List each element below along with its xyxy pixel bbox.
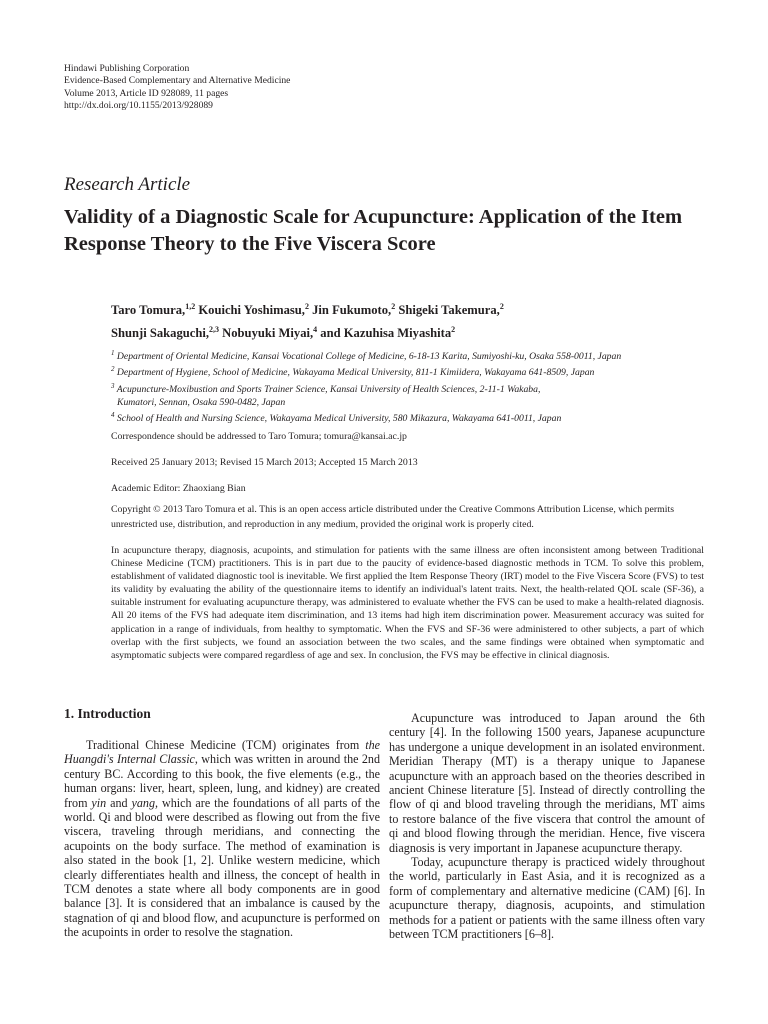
journal-header	[64, 63, 290, 113]
paragraph: Acupuncture was introduced to Japan around the 6th century [4]. In the following 1500 years, Japanese acupuncture has undergone a unique development in an isolated environment. Meridian Therapy (MT) is a therapy unique to Japanese acupuncture with an approach based on the theories described in ancient Chinese literature [5]. Instead of directly controlling the flow of qi and blood traveling through the meridians, MT aims to restore balance of the five viscera that control the amount of qi and blood flowing through the meridian. Hence, five viscera diagnosis is very important in Japanese acupuncture therapy.	[389, 711, 705, 855]
affiliation-item	[111, 380, 721, 396]
italic-run: the Huangdi's Internal Classic	[64, 738, 380, 767]
affiliation-sup: 3	[111, 381, 115, 390]
author-affil-sup: 2	[451, 325, 456, 335]
left-column	[64, 738, 380, 940]
text-run: and	[106, 795, 132, 810]
affiliation-text: Department of Hygiene, School of Medicine, Wakayama Medical University, 811-1 Kimiidera, Wakayama 641-8509, Japan	[114, 367, 595, 379]
author-affil-sup: 2,3	[209, 325, 220, 335]
text-run: , which was written in around the 2nd century BC. According to this book, the five elements (e.g., the human organs: liver, heart, spleen, lung, and kidney) are created from	[64, 752, 380, 810]
affiliation-sup: 2	[111, 365, 115, 374]
paragraph: Today, acupuncture therapy is practiced widely throughout the world, particularly in East Asia, and it is recognized as a form of complementary and alternative medicine (CAM) [6]. In acupuncture therapy, diagnosis, acupoints, and stimulation methods for a patient or patients with the same illness often vary between TCM practitioners [6–8].	[389, 855, 705, 942]
publisher-line: Hindawi Publishing Corporation	[64, 63, 190, 74]
author-affil-sup: 4	[313, 325, 318, 335]
italic-run: yin	[91, 795, 107, 810]
author-affil-sup: 1,2	[185, 302, 196, 311]
author-name: and Kazuhisa Miyashita	[317, 326, 452, 341]
text-run: Traditional Chinese Medicine (TCM) originates from	[86, 738, 366, 752]
journal-name: Evidence-Based Complementary and Alternative Medicine	[64, 75, 291, 87]
right-column	[389, 711, 705, 942]
affiliation-text: Acupuncture-Moxibustion and Sports Trainer Science, Kansai University of Health Sciences, 2-11-1 Wakaba,	[114, 383, 541, 395]
affiliation-item	[111, 396, 721, 409]
affiliation-item	[111, 363, 721, 379]
author-name: Taro Tomura,	[111, 303, 186, 318]
author-affil-sup: 2	[499, 302, 504, 311]
paragraph	[64, 738, 380, 940]
volume-line: Volume 2013, Article ID 928089, 11 pages	[64, 87, 229, 99]
author-affil-sup: 2	[391, 302, 396, 311]
author-list	[111, 297, 671, 343]
text-run: which are the foundations of all parts of the world. Qi and blood were described as flowing out from the five viscera, traveling through meridians, and connecting the acupoints on the body surface. The method of examination is also stated in the book [1, 2]. Unlike western medicine, which clearly differentiates health and illness, the concept of health in TCM denotes a state where all body components are in good balance [3]. It is considered that an imbalance is caused by the stagnation of qi and blood flow, and acupuncture is performed on the acupoints in order to resolve the stagnation.	[64, 795, 380, 940]
correspondence-line: Correspondence should be addressed to Taro Tomura; tomura@kansai.ac.jp	[111, 431, 407, 442]
copyright-notice: Copyright © 2013 Taro Tomura et al. This is an open access article distributed under the Creative Commons Attribution License, which permits unrestricted use, distribution, and reproduction in any medium, provided the original work is properly cited.	[111, 504, 675, 530]
affiliation-sup: 4	[111, 411, 115, 420]
affiliation-text: Kumatori, Sennan, Osaka 590-0482, Japan	[117, 396, 286, 408]
article-type: Research Article	[64, 174, 191, 195]
affiliation-text: Department of Oriental Medicine, Kansai Vocational College of Medicine, 6-18-13 Karita, Sumiyoshi-ku, Osaka 558-0011, Japan	[114, 351, 622, 363]
affiliation-item	[111, 347, 721, 363]
doi-link[interactable]: http://dx.doi.org/10.1155/2013/928089	[64, 100, 213, 112]
author-affil-sup: 2	[304, 302, 309, 311]
affiliation-sup: 1	[111, 349, 115, 357]
italic-run: yang,	[131, 795, 159, 810]
article-title: Validity of a Diagnostic Scale for Acupuncture: Application of the Item Response Theory to the Five Viscera Score	[64, 206, 683, 255]
author-name: Shunji Sakaguchi,	[111, 326, 210, 341]
section-heading: 1. Introduction	[64, 706, 151, 721]
author-name: Jin Fukumoto,	[308, 303, 392, 318]
author-name: Kouichi Yoshimasu,	[195, 303, 305, 318]
editor-line: Academic Editor: Zhaoxiang Bian	[111, 483, 246, 494]
abstract: In acupuncture therapy, diagnosis, acupoints, and stimulation for patients with the same illness are often inconsistent among between Traditional Chinese Medicine (TCM) practitioners. This is in part due to the paucity of evidence-based diagnostic methods in TCM. To solve this problem, establishment of validated diagnostic tool is inevitable. We first applied the Item Response Theory (IRT) model to the Five Viscera Score (FVS) to test its validity by evaluating the ability of the questionnaire items to identify an individual's latent traits. Next, the health-related QOL scale (SF-36), a suitable instrument for evaluating acupuncture therapy, was administered to evaluate whether the FVS can be used to make a health-related diagnosis. All 20 items of the FVS had adequate item discrimination, and 13 items had high item discrimination power. Measurement accuracy was suited for application in a range of individuals, from healthy to symptomatic. When the FVS and SF-36 were administered to other subjects, a part of which overlap with the first subjects, we found an association between the two scales, and the same findings were obtained when symptomatic and asymptomatic subjects were compared regardless of age and sex. In conclusion, the FVS may be effective in clinical diagnosis.	[111, 545, 704, 661]
author-line-1	[111, 297, 671, 320]
author-name: Shigeki Takemura,	[395, 303, 500, 318]
dates-line: Received 25 January 2013; Revised 15 March 2013; Accepted 15 March 2013	[111, 457, 418, 468]
author-line-2	[111, 320, 671, 343]
affiliation-text: School of Health and Nursing Science, Wakayama Medical University, 580 Mikazura, Wakayama 641-0011, Japan	[114, 413, 562, 425]
affiliation-item	[111, 409, 721, 425]
affiliation-list	[111, 347, 721, 425]
author-name: Nobuyuki Miyai,	[219, 326, 314, 341]
